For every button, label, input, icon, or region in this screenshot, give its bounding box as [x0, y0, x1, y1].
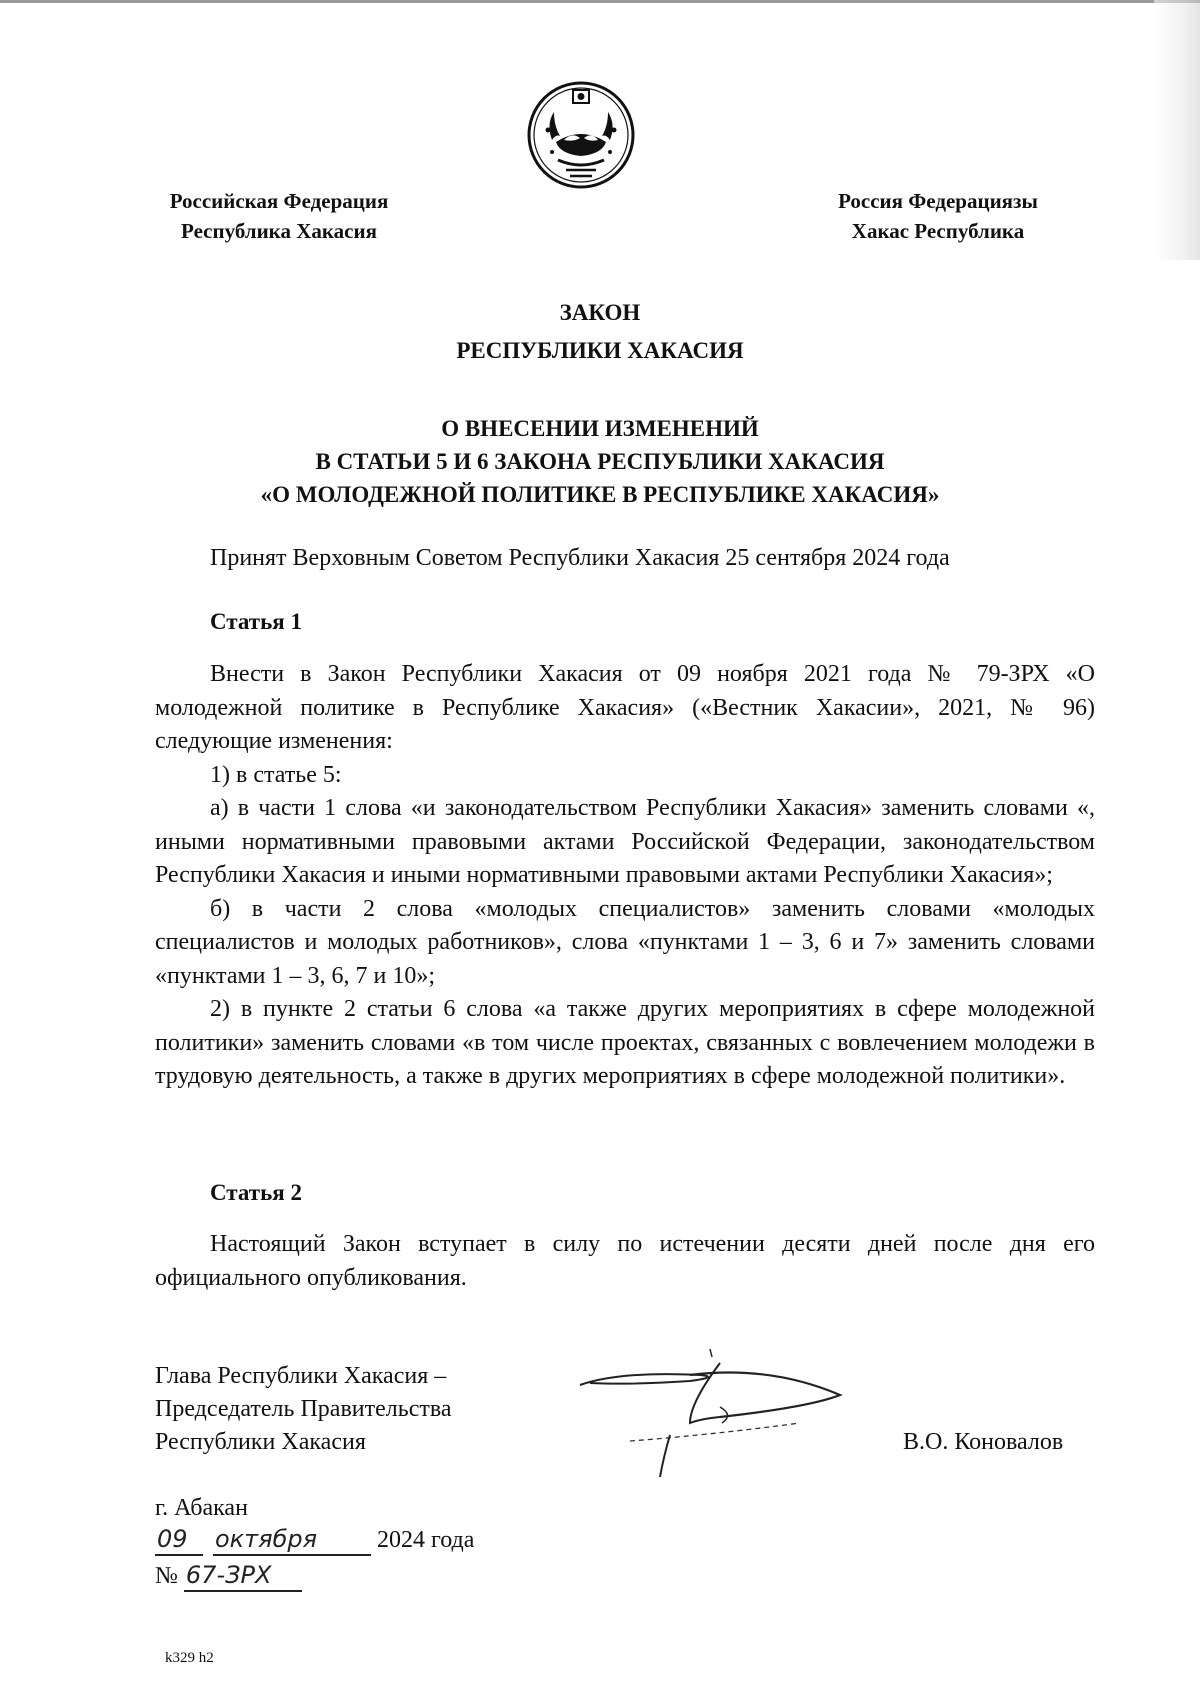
signatory-position-line3: Республики Хакасия [155, 1429, 366, 1455]
date-year: 2024 года [377, 1527, 475, 1553]
document-code: k329 h2 [165, 1650, 214, 1666]
adoption-statement: Принят Верховным Советом Республики Хакасия 25 сентября 2024 года [210, 545, 950, 571]
header-left-line2: Республика Хакасия [181, 219, 377, 243]
signatory-position-line2: Председатель Правительства [155, 1396, 452, 1422]
handwritten-month: октября [213, 1524, 371, 1556]
law-subtitle-line2: В СТАТЬИ 5 И 6 ЗАКОНА РЕСПУБЛИКИ ХАКАСИЯ [315, 449, 885, 474]
article1-paragraph: а) в части 1 слова «и законодательством Республики Хакасия» заменить словами «, иными нормативными правовыми актами Российской Федерации, законодательством Республики Хакасия и иными нормативными правовыми актами Республики Хакасия»; [155, 795, 1095, 888]
handwritten-signature-icon [570, 1345, 870, 1485]
article2-body [155, 1228, 1095, 1295]
article1-body [155, 658, 1095, 1094]
law-subtitle-line3: «О МОЛОДЕЖНОЙ ПОЛИТИКЕ В РЕСПУБЛИКЕ ХАКАСИЯ» [260, 482, 940, 507]
law-subtitle-line1: О ВНЕСЕНИИ ИЗМЕНЕНИЙ [441, 416, 759, 441]
scan-edge-top [0, 0, 1200, 3]
law-title [0, 294, 1200, 370]
handwritten-day: 09 [155, 1524, 203, 1556]
header-left-line1: Российская Федерация [169, 189, 389, 213]
law-number [155, 1560, 302, 1593]
law-title-line2: РЕСПУБЛИКИ ХАКАСИЯ [456, 338, 744, 363]
header-left [150, 186, 408, 246]
signatory-position-line1: Глава Республики Хакасия – [155, 1363, 447, 1389]
coat-of-arms-icon [526, 80, 636, 190]
law-subtitle [0, 412, 1200, 511]
article1-paragraph: 1) в статье 5: [210, 761, 342, 788]
handwritten-number: 67-ЗРХ [184, 1560, 302, 1592]
place-of-signing: г. Абакан [155, 1495, 248, 1521]
signatory-position [155, 1360, 452, 1459]
header-right-line1: Россия Федерациязы [838, 189, 1038, 213]
law-title-line1: ЗАКОН [559, 300, 641, 325]
header-right-line2: Хакас Республика [851, 219, 1025, 243]
scan-edge-right [1154, 0, 1200, 260]
signatory-name: В.О. Коновалов [903, 1429, 1064, 1455]
article1-paragraph: Внести в Закон Республики Хакасия от 09 ноября 2021 года № 79-ЗРХ «О молодежной политике в Республике Хакасия» («Вестник Хакасии», 2021, № 96) следующие изменения: [155, 661, 1095, 754]
article1-paragraph: 2) в пункте 2 статьи 6 слова «а также других мероприятиях в сфере молодежной политики» заменить словами «в том числе проектах, связанных с вовлечением молодежи в трудовую деятельность, а также в других мероприятиях в сфере молодежной политики». [155, 996, 1095, 1089]
header-right [818, 186, 1058, 246]
article2-heading: Статья 2 [210, 1180, 302, 1205]
signing-date [155, 1524, 474, 1557]
article2-paragraph: Настоящий Закон вступает в силу по истечении десяти дней после дня его официального опубликования. [155, 1231, 1095, 1291]
article1-paragraph: б) в части 2 слова «молодых специалистов» заменить словами «молодых специалистов и молодых работников», слова «пунктами 1 – 3, 6 и 7» заменить словами «пунктами 1 – 3, 6, 7 и 10»; [155, 895, 1095, 989]
number-prefix: № [155, 1563, 178, 1589]
article1-heading: Статья 1 [210, 609, 302, 634]
